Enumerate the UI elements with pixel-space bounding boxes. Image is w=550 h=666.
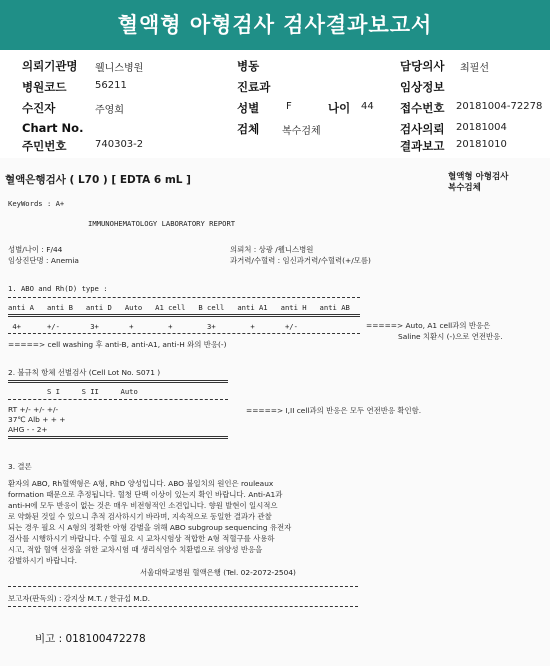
reporters: 보고자(판독의) : 강지상 M.T. / 한규섭 M.D.: [8, 594, 150, 603]
test-value: 복수검체: [282, 126, 321, 137]
irregular-note: =====> I,II cell과의 반응은 모두 연전반응 확인함.: [246, 406, 422, 415]
hospital-label: 의뢰기관명: [22, 59, 78, 73]
divider: [8, 333, 360, 334]
conclusion-line: 감별하시기 바랍니다.: [8, 556, 77, 565]
conclusion-line: 환자의 ABO, Rh혈액형은 A형, RhD 양성입니다. ABO 불일치의 원인은 rouleaux: [8, 479, 274, 488]
stamp-line-1: 혈액형 아형검사: [448, 172, 509, 182]
history: 과거력/수혈력 : 임신과거력/수혈력(+/모름): [230, 256, 371, 265]
conclusion-line: 시고, 적합 혈액 선정을 위한 교차시험 때 생리식염수 치환법으로 위양성 반응을: [8, 545, 263, 554]
report-date-value: 20181010: [456, 139, 507, 150]
lab-contact: 서울대학교병원 혈액은행 (Tel. 02-2072-2504): [140, 568, 296, 577]
age-value: 44: [361, 101, 374, 112]
abo-note-1: =====> Auto, A1 cell과의 반응은: [366, 321, 491, 330]
patient-label: 수진자: [22, 101, 56, 115]
keywords: KeyWords : A+: [8, 199, 65, 208]
request-label: 검사의뢰: [400, 122, 445, 136]
requester: 의뢰처 : 상광 /웰니스병원: [230, 245, 314, 254]
diagnosis: 임상진단명 : Anemia: [8, 256, 79, 265]
sex-value: F: [286, 101, 292, 112]
age-label: 나이: [328, 101, 351, 115]
ward-label: 병동: [237, 59, 260, 73]
divider: [8, 606, 358, 607]
conclusion-line: formation 때문으로 추정됩니다. 혈청 단백 이상이 있는지 확인 바랍니다. Anti-A1과: [8, 490, 283, 499]
conclusion-line: 로 약화된 것일 수 있으니 추적 검사하시기 바라며, 지속적으로 동일한 결과가 관찰: [8, 512, 272, 521]
hospital-value: 웰니스병원: [95, 63, 144, 74]
request-value: 20181004: [456, 122, 507, 133]
clinical-label: 임상정보: [400, 80, 445, 94]
irregular-row: AHG - - 2+: [8, 425, 48, 434]
code-value: 56211: [95, 80, 127, 91]
conclusion-line: 검사를 시행하시기 바랍니다. 수혈 필요 시 교차시험상 적합한 A형 적혈구를 사용하: [8, 534, 275, 543]
conclusion-line: 되는 경우 필요 시 A형의 정확한 아형 감별을 위해 ABO subgroup sequencing 유전자: [8, 523, 292, 532]
report-header: [0, 50, 550, 158]
divider: [8, 586, 358, 587]
section-2-heading: 2. 불규칙 항체 선별검사 (Cell Lot No. S071 ): [8, 368, 161, 377]
divider: [8, 314, 360, 317]
abo-header: anti A anti B anti D Auto A1 cell B cell anti A1 anti H anti AB: [8, 303, 350, 312]
divider: [8, 297, 360, 298]
reception-value: 20181004-72278: [456, 101, 543, 112]
report-date-label: 결과보고: [400, 139, 445, 153]
abo-note-2: Saline 치환시 (-)으로 연전반응.: [398, 332, 503, 341]
section-1-heading: 1. ABO and Rh(D) type :: [8, 284, 108, 293]
divider: [8, 399, 228, 400]
document-title: 혈액은행검사 ( L70 ) [ EDTA 6 mL ]: [5, 174, 191, 186]
divider: [8, 436, 228, 439]
doctor-value: 최필선: [460, 63, 489, 74]
code-label: 병원코드: [22, 80, 67, 94]
subtype-stamp: [448, 172, 508, 194]
reception-label: 접수번호: [400, 101, 445, 115]
scanned-report: [0, 158, 550, 666]
report-heading: IMMUNOHEMATOLOGY LABORATORY REPORT: [88, 219, 236, 228]
rrn-value: 740303-2: [95, 139, 144, 150]
irregular-header: S I S II Auto: [8, 387, 138, 396]
chart-label: Chart No.: [22, 121, 84, 135]
report-title: 혈액형 아형검사 검사결과보고서: [0, 0, 550, 50]
sex-label: 성별: [237, 101, 260, 115]
patient-value: 주영희: [95, 105, 124, 116]
abo-values: 4+ +/- 3+ + + 3+ + +/-: [8, 322, 298, 331]
irregular-row: RT +/- +/- +/-: [8, 405, 59, 414]
wash-note: =====> cell washing 후 anti-B, anti-A1, anti-H 와의 반응(-): [8, 340, 227, 349]
memo: 비고 : 018100472278: [35, 633, 146, 645]
stamp-line-2: 복수검체: [448, 183, 481, 193]
irregular-row: 37℃ Alb + + +: [8, 415, 66, 424]
dept-label: 진료과: [237, 80, 271, 94]
section-3-heading: 3. 결론: [8, 462, 32, 471]
conclusion-line: anti-H에 모두 반응이 없는 것은 매우 비전형적인 소견입니다. 향원 발현이 일시적으: [8, 501, 278, 510]
rrn-label: 주민번호: [22, 139, 67, 153]
sex-age: 성별/나이 : F/44: [8, 245, 63, 254]
test-label: 검체: [237, 122, 260, 136]
divider: [8, 380, 228, 383]
doctor-label: 담당의사: [400, 59, 445, 73]
